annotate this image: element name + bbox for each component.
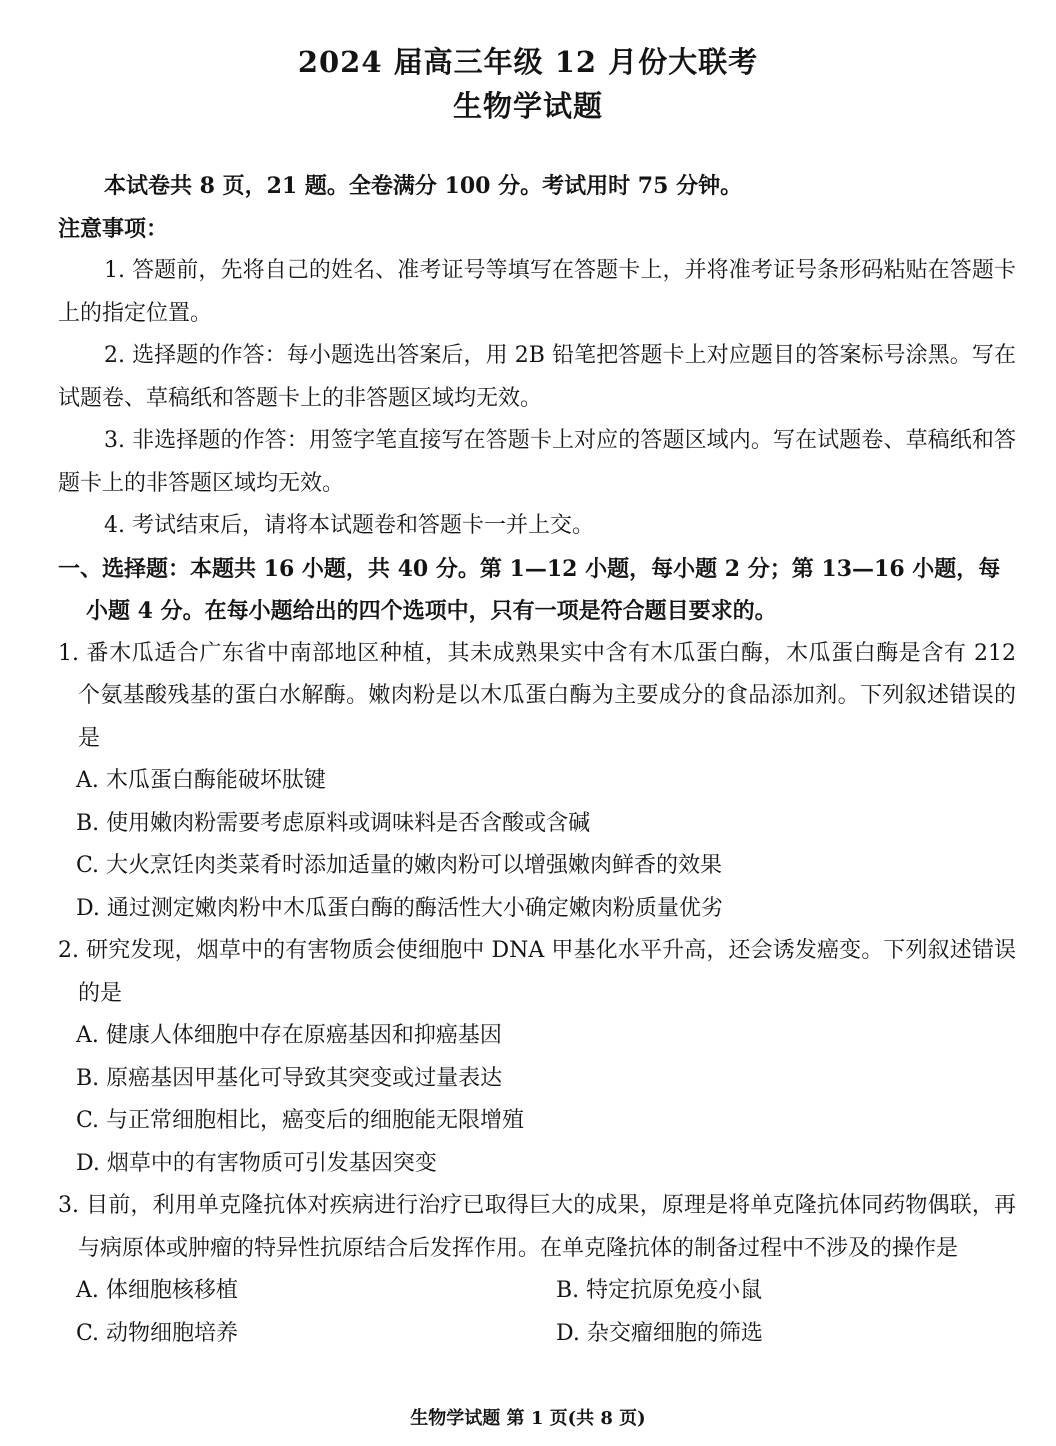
note-item-2: 2. 选择题的作答：每小题选出答案后，用 2B 铅笔把答题卡上对应题目的答案标号涂黑。写在试题卷、草稿纸和答题卡上的非答题区域均无效。	[58, 343, 1016, 411]
question-stem: 1. 番木瓜适合广东省中南部地区种植，其未成熟果实中含有木瓜蛋白酶，木瓜蛋白酶是含有 212 个氨基酸残基的蛋白水解酶。嫩肉粉是以木瓜蛋白酶为主要成分的食品添加剂。下列叙述错误的是	[58, 640, 1016, 751]
question-1	[58, 633, 1016, 931]
section-heading: 一、选择题：本题共 16 小题，共 40 分。第 1—12 小题，每小题 2 分；第 13—16 小题，每小题 4 分。在每小题给出的四个选项中，只有一项是符合题目要求的。	[58, 555, 1001, 624]
note-item-3: 3. 非选择题的作答：用签字笔直接写在答题卡上对应的答题区域内。写在试题卷、草稿纸和答题卡上的非答题区域均无效。	[58, 428, 1016, 496]
exam-title: 2024 届高三年级 12 月份大联考	[297, 45, 759, 79]
option-b: B. 原癌基因甲基化可导致其突变或过量表达	[76, 1065, 503, 1091]
option-c: C. 大火烹饪肉类菜肴时添加适量的嫩肉粉可以增强嫩肉鲜香的效果	[76, 853, 723, 878]
question-2	[58, 930, 1016, 1185]
option-a: A. 体细胞核移植	[76, 1278, 238, 1303]
option-d: D. 通过测定嫩肉粉中木瓜蛋白酶的酶活性大小确定嫩肉粉质量优劣	[76, 895, 723, 921]
option-c: C. 与正常细胞相比，癌变后的细胞能无限增殖	[76, 1108, 525, 1133]
note-item-4: 4. 考试结束后，请将本试题卷和答题卡一并上交。	[104, 513, 594, 538]
option-row	[58, 1313, 1016, 1356]
question-stem: 3. 目前，利用单克隆抗体对疾病进行治疗已取得巨大的成果，原理是将单克隆抗体同药物偶联，再与病原体或肿瘤的特异性抗原结合后发挥作用。在单克隆抗体的制备过程中不涉及的操作是	[58, 1193, 1016, 1261]
option-a: A. 健康人体细胞中存在原癌基因和抑癌基因	[76, 1023, 502, 1048]
option-d: D. 烟草中的有害物质可引发基因突变	[76, 1150, 437, 1176]
note-item-1: 1. 答题前，先将自己的姓名、准考证号等填写在答题卡上，并将准考证号条形码粘贴在答题卡上的指定位置。	[58, 258, 1016, 326]
option-row	[58, 1270, 1016, 1313]
exam-intro: 本试卷共 8 页，21 题。全卷满分 100 分。考试用时 75 分钟。	[104, 173, 743, 199]
question-stem: 2. 研究发现，烟草中的有害物质会使细胞中 DNA 甲基化水平升高，还会诱发癌变。下列叙述错误的是	[58, 938, 1016, 1006]
option-b: B. 特定抗原免疫小鼠	[556, 1278, 763, 1303]
question-3	[58, 1185, 1016, 1355]
notes-heading: 注意事项：	[58, 215, 169, 242]
option-d: D. 杂交瘤细胞的筛选	[556, 1320, 763, 1346]
option-c: C. 动物细胞培养	[76, 1320, 239, 1346]
exam-body	[58, 165, 1016, 1355]
page-footer: 生物学试题 第 1 页(共 8 页)	[410, 1408, 646, 1429]
exam-subject: 生物学试题	[452, 89, 603, 123]
option-b: B. 使用嫩肉粉需要考虑原料或调味料是否含酸或含碱	[76, 810, 591, 836]
option-a: A. 木瓜蛋白酶能破坏肽键	[76, 768, 326, 793]
